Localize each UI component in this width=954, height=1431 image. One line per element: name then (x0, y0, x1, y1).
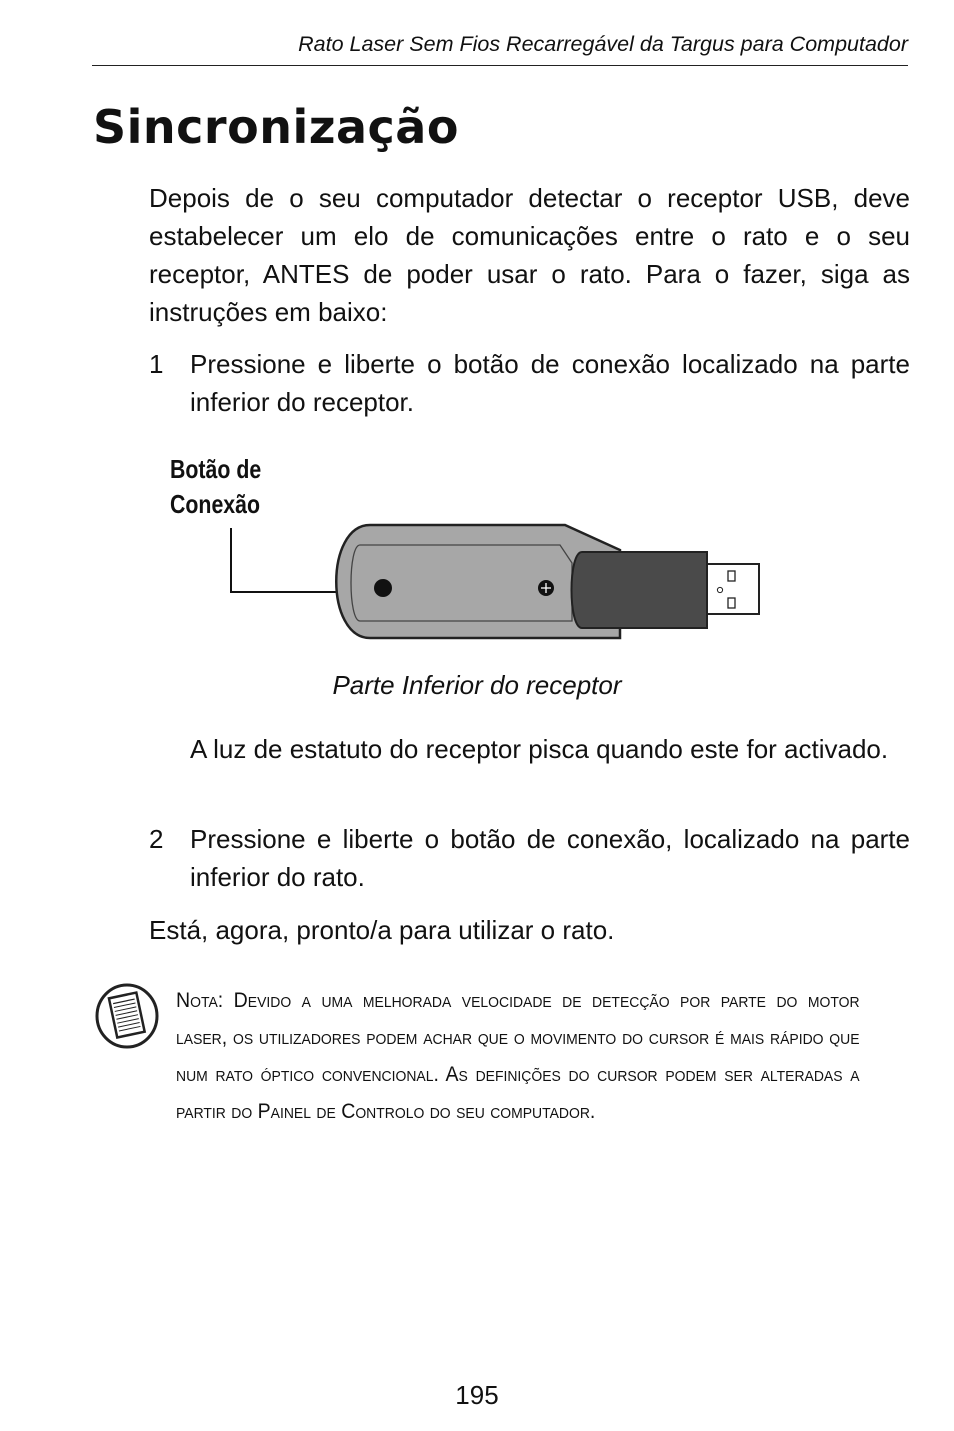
callout-label-line1: Botão de (170, 454, 262, 484)
callout-label-line2: Conexão (170, 489, 261, 519)
closing-paragraph: Está, agora, pronto/a para utilizar o rato. (149, 915, 615, 945)
note-text: Nota: Devido a uma melhorada velocidade de detecção por parte do motor laser, os utilizadores podem achar que o movimento do cursor é mais rápido que num rato óptico convencional. As definições do cursor podem ser alteradas a partir do Painel de Controlo do seu computador. (176, 989, 860, 1123)
status-light-note: A luz de estatuto do receptor pisca quando este for activado. (190, 734, 889, 764)
step-number: 2 (149, 824, 164, 854)
figure-caption: Parte Inferior do receptor (332, 670, 622, 700)
step-number: 1 (149, 349, 164, 379)
step-text: Pressione e liberte o botão de conexão localizado na parte inferior do receptor. (190, 349, 910, 417)
usb-receiver-figure (220, 518, 765, 648)
page-title: Sincronização (93, 100, 459, 154)
running-header: Rato Laser Sem Fios Recarregável da Targus para Computador (92, 32, 908, 66)
intro-paragraph: Depois de o seu computador detectar o receptor USB, deve estabelecer um elo de comunicações entre o rato e o seu receptor, ANTES de poder usar o rato. Para o fazer, siga as instruções em baixo: (149, 183, 910, 327)
notepad-icon (95, 982, 161, 1050)
connect-button (374, 579, 392, 597)
usb-connector-sleeve (572, 552, 708, 628)
callout-label (170, 452, 261, 522)
page-number: 195 (455, 1380, 499, 1410)
step-text: Pressione e liberte o botão de conexão, localizado na parte inferior do rato. (190, 824, 910, 892)
